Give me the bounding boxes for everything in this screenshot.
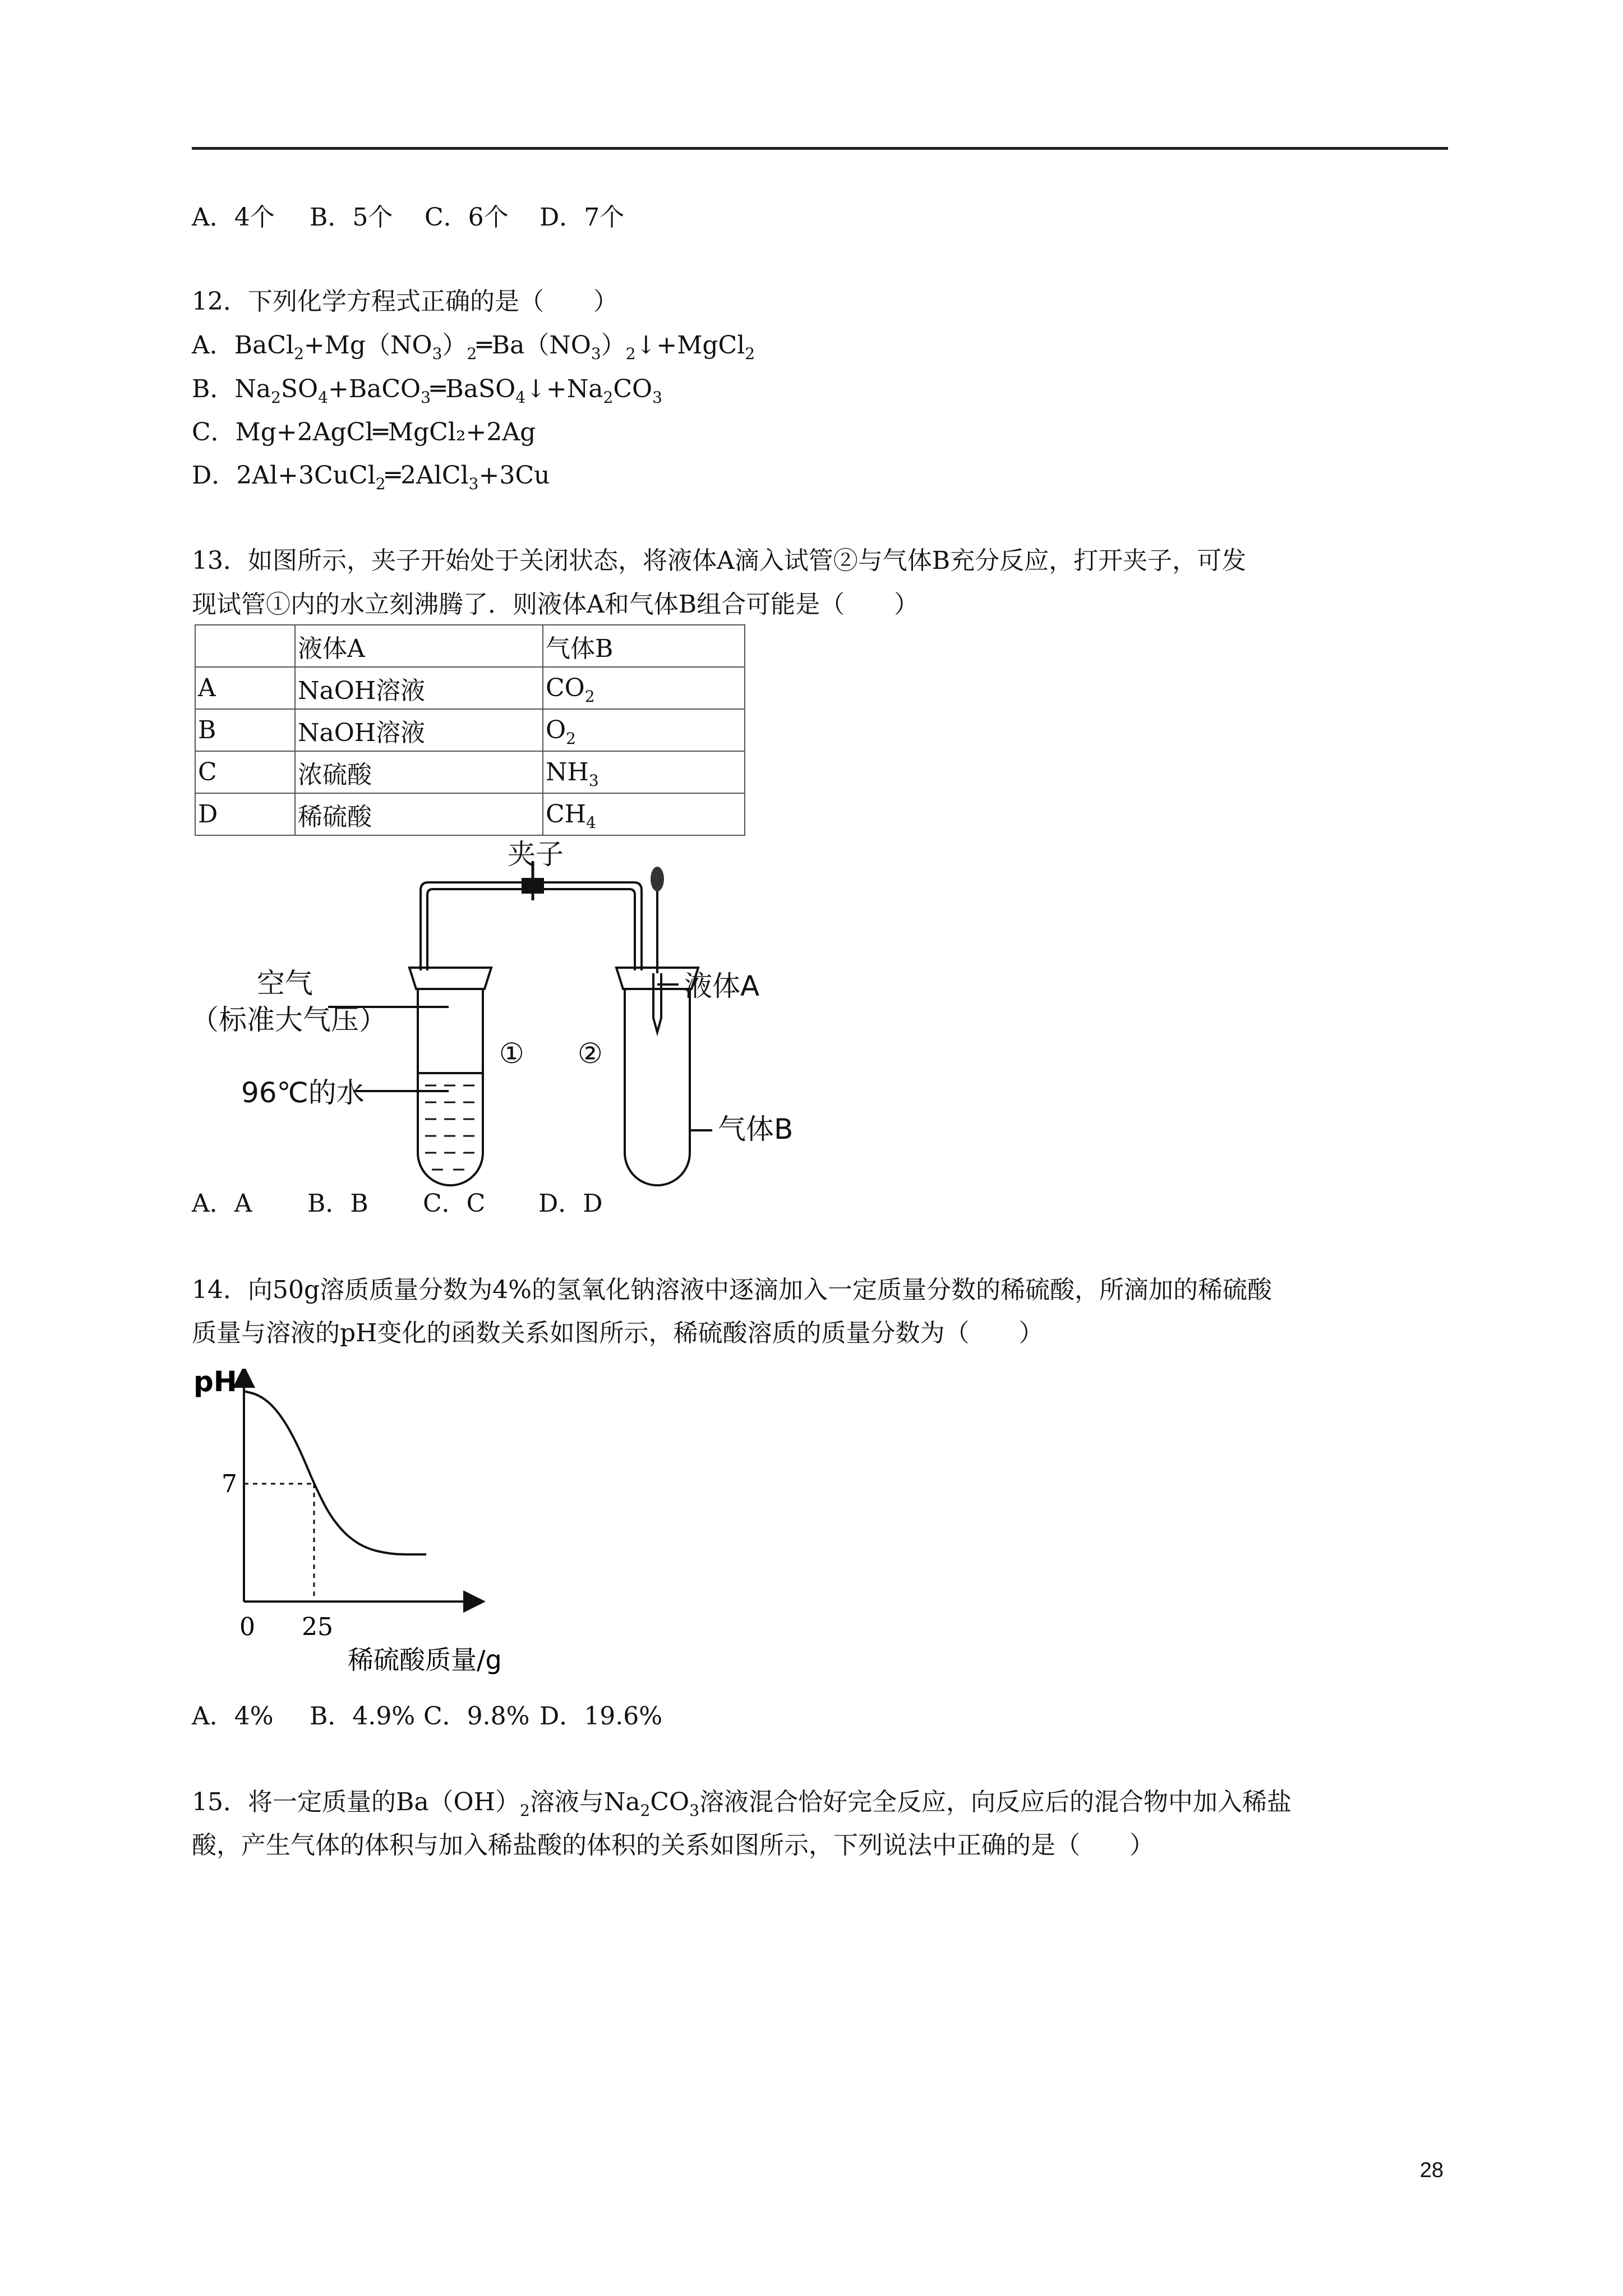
dropper-bulb: [651, 867, 664, 891]
table-cell-liquid: 浓硫酸: [295, 751, 543, 793]
q12-stem: 12．下列化学方程式正确的是（ ）: [192, 287, 618, 316]
liquid-a-label: 液体A: [684, 970, 760, 1002]
q14-stem-line1: 14．向50g溶质质量分数为4%的氢氧化钠溶液中逐滴加入一定质量分数的稀硫酸，所滴加的稀硫酸: [192, 1276, 1272, 1304]
table-header-cell: 气体B: [543, 625, 745, 667]
dropper: [653, 973, 661, 1032]
q11-option-a: A．4个: [192, 203, 275, 232]
q12-option-d: D．2Al+3CuCl$_2$═2AlCl$_3$+3Cu: [192, 461, 550, 493]
table-cell-liquid: 稀硫酸: [295, 793, 543, 835]
air-label: 空气: [257, 967, 313, 1000]
tube-2-label: ②: [578, 1037, 603, 1070]
q13-option-a: A．A: [192, 1189, 252, 1218]
table-cell-option: C: [195, 751, 295, 793]
q15-stem-line1: 15．将一定质量的$Ba(OH)_2$溶液与$Na_2CO_3$溶液混合恰好完全反应，向反应后的混合物中加入稀盐: [192, 1788, 1292, 1820]
table-row: [195, 793, 745, 835]
q13-option-b: B．B: [307, 1189, 368, 1218]
header-rule: [192, 147, 1448, 150]
q14-option-a: A．4%: [192, 1702, 274, 1731]
q14-stem-line2: 质量与溶液的pH变化的函数关系如图所示，稀硫酸溶质的质量分数为（ ）: [192, 1319, 1044, 1347]
ph-curve: [244, 1391, 426, 1554]
q15-stem-line2: 酸，产生气体的体积与加入稀盐酸的体积的关系如图所示，下列说法中正确的是（ ）: [192, 1831, 1154, 1860]
connecting-tube-outer: [421, 882, 642, 970]
test-tube-2: [625, 989, 690, 1185]
table-row: [195, 751, 745, 793]
q14-option-c: C．9.8%: [423, 1702, 530, 1731]
q11-option-c: C．6个: [425, 203, 509, 232]
q14-option-d: D．19.6%: [540, 1702, 663, 1731]
q13-stem-line2: 现试管①内的水立刻沸腾了．则液体A和气体B组合可能是（ ）: [192, 590, 919, 619]
water-hatching: [425, 1085, 474, 1170]
stopper-1: [409, 968, 491, 989]
table-cell-option: A: [195, 667, 295, 709]
connecting-tube-inner: [427, 889, 635, 970]
q13-apparatus-figure: [185, 839, 802, 1198]
table-row: [195, 709, 745, 751]
table-cell-gas: $O_2$: [543, 709, 745, 751]
table-cell-option: B: [195, 709, 295, 751]
clip-label: 夹子: [508, 839, 564, 871]
page-number: 28: [1419, 2159, 1444, 2182]
table-cell-option: D: [195, 793, 295, 835]
y-tick-label: 7: [222, 1470, 237, 1498]
x-tick-label: 0: [239, 1613, 255, 1641]
table-header-row: [195, 625, 745, 667]
table-cell-gas: $CO_2$: [543, 667, 745, 709]
q12-option-b: B．$Na_2SO_4+BaCO_3═BaSO_4↓+Na_2CO_3$: [192, 375, 662, 407]
gas-b-label: 气体B: [718, 1113, 794, 1145]
table-cell-gas: $NH_3$: [543, 751, 745, 793]
y-axis-label: pH: [193, 1369, 237, 1398]
table-header-cell: 液体A: [295, 625, 543, 667]
q13-option-c: C．C: [423, 1189, 486, 1218]
test-tube-1: [418, 989, 483, 1185]
x-axis-label: 稀硫酸质量/g: [348, 1645, 502, 1675]
q11-option-b: B．5个: [310, 203, 393, 232]
q12-option-c: C．Mg+2AgCl═MgCl₂+2Ag: [192, 418, 536, 447]
q11-option-d: D．7个: [540, 203, 625, 232]
table-row: [195, 667, 745, 709]
table-cell-liquid: NaOH溶液: [295, 667, 543, 709]
x-tick-label: 25: [302, 1613, 333, 1641]
q13-option-d: D．D: [538, 1189, 603, 1218]
q13-table: [195, 624, 745, 836]
ph-chart: [185, 1369, 555, 1683]
q13-stem-line1: 13．如图所示，夹子开始处于关闭状态，将液体A滴入试管②与气体B充分反应，打开夹子，可发: [192, 546, 1247, 575]
pressure-label: （标准大气压）: [191, 1004, 387, 1036]
water-label: 96℃的水: [241, 1076, 365, 1109]
table-cell-gas: $CH_4$: [543, 793, 745, 835]
table-header-cell: [195, 625, 295, 667]
tube-1-label: ①: [499, 1037, 524, 1070]
q12-option-a: A．$BaCl_2+Mg(NO_3)_2═Ba(NO_3)_2↓+MgCl_2$: [192, 331, 755, 363]
table-cell-liquid: NaOH溶液: [295, 709, 543, 751]
q14-option-b: B．4.9%: [310, 1702, 416, 1731]
